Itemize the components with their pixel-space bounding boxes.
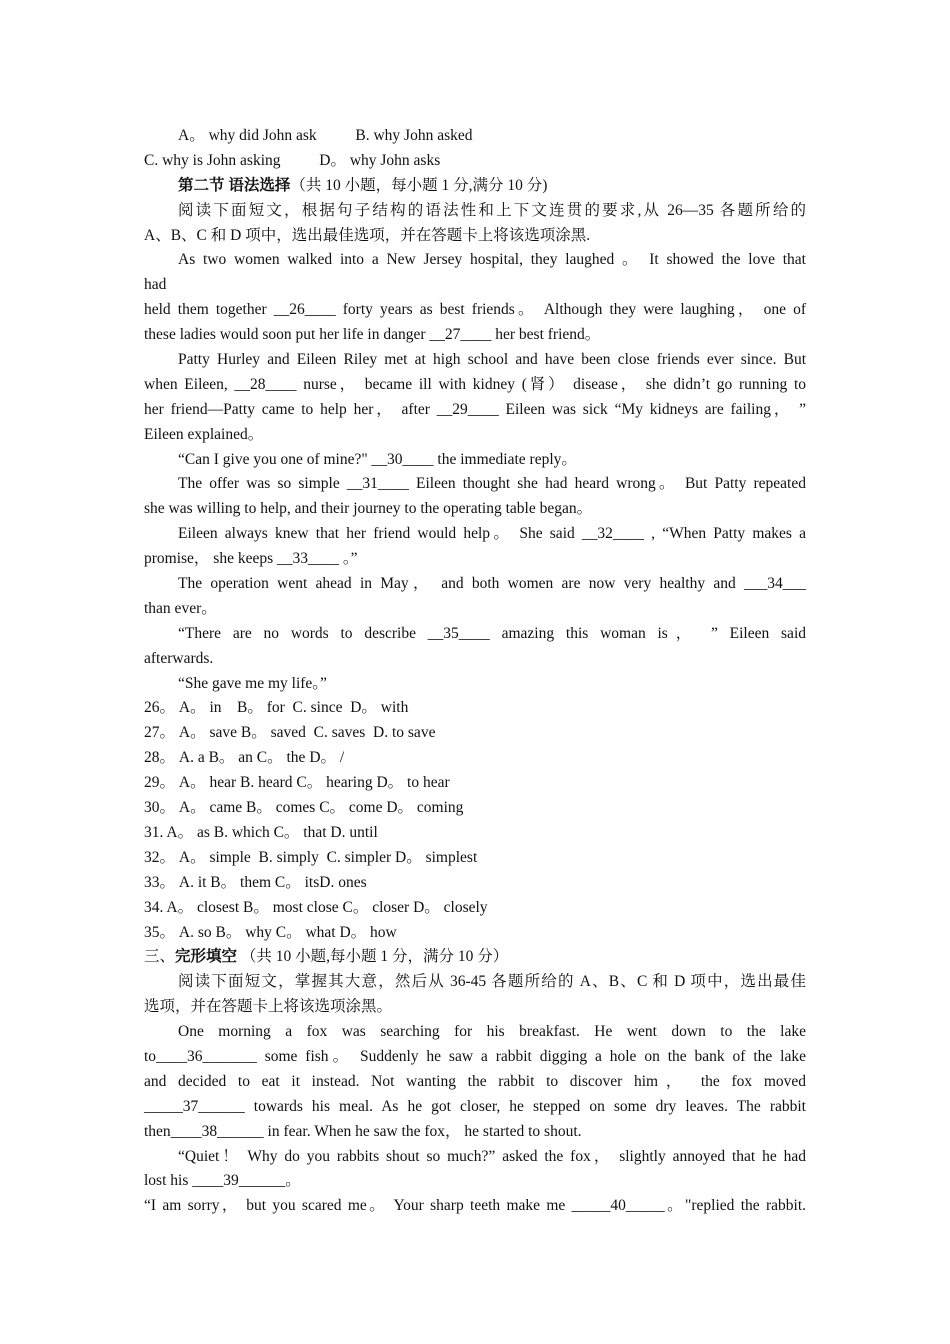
section3-heading xyxy=(144,945,806,970)
p1-l4-text: these ladies would soon put her life in danger __27____ her best friend。 xyxy=(144,326,601,344)
q25-opt-cd xyxy=(144,149,806,174)
p1-l3 xyxy=(144,298,806,323)
p1-l4 xyxy=(144,323,806,348)
p2-l2 xyxy=(144,373,806,398)
q34-text: 34. A。 closest B。 most close C。 closer D。 closely xyxy=(144,898,488,916)
p2-l3 xyxy=(144,398,806,423)
p4-l2 xyxy=(144,497,806,522)
p7-l1-text: “There are no words to describe __35____ amazing this woman is， ” Eileen said xyxy=(178,624,806,642)
q31-text: 31. A。 as B. which C。 that D. until xyxy=(144,823,378,841)
section2-heading xyxy=(144,174,806,199)
p5-l2 xyxy=(144,547,806,572)
c2-l1-text: “Quiet！ Why do you rabbits shout so much?” asked the fox， slightly annoyed that he had xyxy=(178,1147,806,1165)
c2-l1 xyxy=(144,1145,806,1170)
p2-l2-text: when Eileen, __28____ nurse， became ill with kidney (肾） disease， she didn’t go running to xyxy=(144,375,806,393)
section3-heading-title: 完形填空 xyxy=(175,948,238,966)
c1-l3-text: and decided to eat it instead. Not wanting the rabbit to discover him， the fox moved xyxy=(144,1072,806,1090)
section3-instr-2 xyxy=(144,995,806,1020)
p4-l1-text: The offer was so simple __31____ Eileen thought she had heard wrong。 But Patty repeated xyxy=(178,475,806,493)
p5-l1 xyxy=(144,522,806,547)
section2-instr-2-text: A、B、C 和 D 项中，选出最佳选项，并在答题卡上将该选项涂黑. xyxy=(144,226,591,244)
q28-text: 28。 A. a B。 an C。 the D。 / xyxy=(144,749,345,767)
q32-text: 32。 A。 simple B. simply C. simpler D。 simplest xyxy=(144,848,478,866)
q31 xyxy=(144,821,806,846)
q28 xyxy=(144,746,806,771)
section2-instr-2 xyxy=(144,224,806,249)
q26 xyxy=(144,696,806,721)
p3-l1 xyxy=(144,448,806,473)
p1-l1-text: As two women walked into a New Jersey hospital, they laughed 。 It showed the love that xyxy=(178,251,806,269)
c1-l4 xyxy=(144,1095,806,1120)
p7-l2 xyxy=(144,647,806,672)
q25-opt-ab xyxy=(144,124,806,149)
p2-l4-text: Eileen explained。 xyxy=(144,425,264,443)
c1-l2 xyxy=(144,1045,806,1070)
c2-l2-text: lost his ____39______。 xyxy=(144,1172,301,1190)
q27-text: 27。 A。 save B。 saved C. saves D. to save xyxy=(144,724,436,742)
c1-l2-text: to____36_______ some fish。 Suddenly he saw a rabbit digging a hole on the bank of the lake xyxy=(144,1047,806,1065)
section3-instr-1 xyxy=(144,970,806,995)
section2-instr-1 xyxy=(144,199,806,224)
q27 xyxy=(144,721,806,746)
p6-l1-text: The operation went ahead in May， and both women are now very healthy and ___34___ xyxy=(178,575,806,593)
q30 xyxy=(144,796,806,821)
q29 xyxy=(144,771,806,796)
q25-opt-cd-text: C. why is John asking D。 why John asks xyxy=(144,151,441,169)
p3-l1-text: “Can I give you one of mine?" __30____ the immediate reply。 xyxy=(178,450,577,468)
p1-l2-text: had xyxy=(144,276,167,294)
q33 xyxy=(144,871,806,896)
q25-opt-ab-text: A。 why did John ask B. why John asked xyxy=(178,127,473,144)
p7-l2-text: afterwards. xyxy=(144,649,214,667)
p1-l3-text: held them together __26____ forty years as best friends。 Although they were laughing， one of xyxy=(144,301,806,319)
p6-l2 xyxy=(144,597,806,622)
c1-l3 xyxy=(144,1070,806,1095)
section3-instr-1-text: 阅读下面短文，掌握其大意，然后从 36-45 各题所给的 A、B、C 和 D 项中，选出最佳 xyxy=(178,973,806,991)
section3-heading-prefix: 三、 xyxy=(144,948,176,966)
q29-text: 29。 A。 hear B. heard C。 hearing D。 to hear xyxy=(144,774,450,792)
p1-l1 xyxy=(144,248,806,273)
p5-l1-text: Eileen always knew that her friend would help。 She said __32____ , “When Patty makes a xyxy=(178,525,806,543)
section2-heading-title: 第二节 语法选择 xyxy=(178,176,291,194)
p6-l1 xyxy=(144,572,806,597)
p8-l1-text: “She gave me my life。” xyxy=(178,674,327,692)
c1-l5-text: then____38______ in fear. When he saw the fox， he started to shout. xyxy=(144,1122,582,1140)
p1-l2 xyxy=(144,273,806,298)
q26-text: 26。 A。 in B。 for C. since D。 with xyxy=(144,699,409,717)
p4-l2-text: she was willing to help, and their journey to the operating table began。 xyxy=(144,500,593,518)
section3-instr-2-text: 选项，并在答题卡上将该选项涂黑。 xyxy=(144,998,393,1016)
c3-l1-text: “I am sorry， but you scared me。 Your sharp teeth make me _____40_____。"replied the rabbit. xyxy=(144,1197,806,1215)
p6-l2-text: than ever。 xyxy=(144,599,217,617)
q34 xyxy=(144,896,806,921)
p2-l4 xyxy=(144,423,806,448)
p2-l1 xyxy=(144,348,806,373)
section2-instr-1-text: 阅读下面短文，根据句子结构的语法性和上下文连贯的要求,从 26—35 各题所给的 xyxy=(178,201,806,219)
c3-l1 xyxy=(144,1194,806,1219)
q32 xyxy=(144,846,806,871)
c1-l1 xyxy=(144,1020,806,1045)
q33-text: 33。 A. it B。 them C。 itsD. ones xyxy=(144,873,367,891)
q35 xyxy=(144,921,806,946)
section2-heading-text: （共 10 小题，每小题 1 分,满分 10 分) xyxy=(290,176,548,194)
section3-heading-text: （共 10 小题,每小题 1 分，满分 10 分） xyxy=(237,948,509,966)
document-page xyxy=(144,124,806,1219)
q35-text: 35。 A. so B。 why C。 what D。 how xyxy=(144,923,397,941)
p7-l1 xyxy=(144,622,806,647)
p2-l3-text: her friend—Patty came to help her， after __29____ Eileen was sick “My kidneys are failing， ” xyxy=(144,400,806,418)
p2-l1-text: Patty Hurley and Eileen Riley met at high school and have been close friends ever since. But xyxy=(178,351,806,369)
c1-l4-text: _____37______ towards his meal. As he got closer, he stepped on some dry leaves. The rabbit xyxy=(144,1097,806,1115)
q30-text: 30。 A。 came B。 comes C。 come D。 coming xyxy=(144,799,464,817)
p8-l1 xyxy=(144,672,806,697)
c2-l2 xyxy=(144,1169,806,1194)
p4-l1 xyxy=(144,472,806,497)
p5-l2-text: promise， she keeps __33____ 。” xyxy=(144,550,358,568)
c1-l5 xyxy=(144,1120,806,1145)
c1-l1-text: One morning a fox was searching for his breakfast. He went down to the lake xyxy=(178,1023,806,1041)
